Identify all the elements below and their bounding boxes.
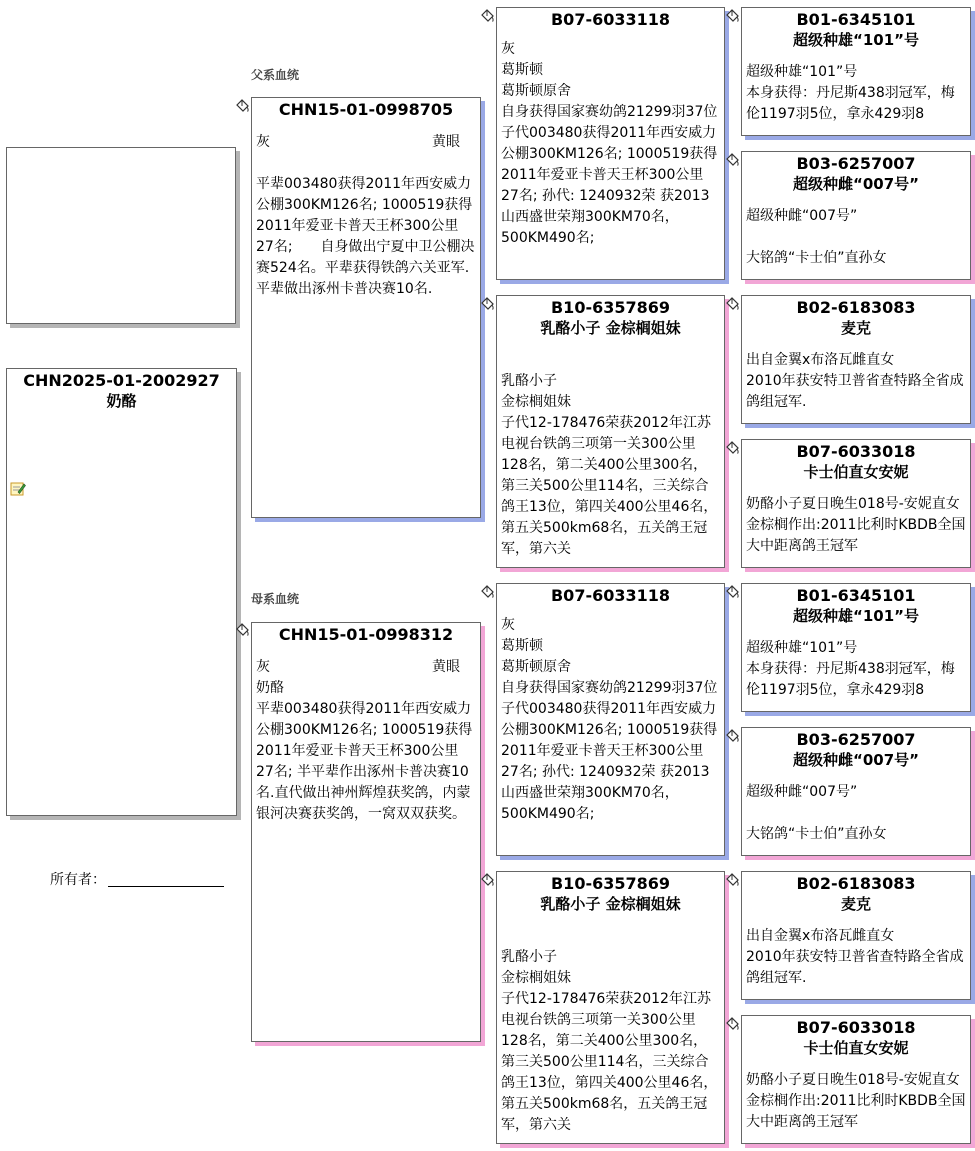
edit-note-icon[interactable] [10, 481, 26, 496]
dam-sire-line: 葛斯顿原舍 [501, 659, 571, 675]
paint-bucket-icon[interactable] [724, 8, 740, 24]
dam-sire-line: 自身获得国家赛幼鸽21299羽37位 [501, 680, 718, 696]
dam-eye: 黄眼 [432, 659, 460, 675]
sire-dam-line: 乳酪小子 [501, 373, 557, 389]
ggp-line: 超级种雄“101”号 [746, 640, 858, 656]
dam-name: 奶酪 [256, 680, 284, 696]
sire-ring: CHN15-01-0998705 [278, 100, 454, 119]
ggp-ring: B01-6345101 [796, 10, 916, 29]
dam-notes: 平辈003480获得2011年西安威力公棚300KM126名; 1000519获得2011年爱亚卡普天王杯300公里27名; 半平辈作出涿州卡普决赛10名.直代做出神州辉煌获奖鸽，内蒙银河决赛获奖鸽，一窝双双获奖。 [256, 701, 473, 822]
paint-bucket-icon[interactable] [724, 872, 740, 888]
ggp-name: 超级种雄“101”号 [792, 607, 920, 625]
paint-bucket-icon[interactable] [724, 1016, 740, 1032]
paint-bucket-icon[interactable] [234, 622, 250, 638]
ggp-line: 超级种雌“007号” [746, 784, 858, 800]
ggp-line: 出自金翼x布洛瓦雌直女 [746, 928, 895, 944]
paint-bucket-icon[interactable] [724, 296, 740, 312]
ggp-name: 超级种雌“007号” [792, 175, 920, 193]
sire-dam-card [496, 295, 725, 568]
ggp-name: 超级种雌“007号” [792, 751, 920, 769]
paint-bucket-icon[interactable] [724, 440, 740, 456]
ggp-line: 大铭鸽“卡士伯”直孙女 [746, 826, 887, 842]
ggp-line: 奶酪小子夏日晚生018号-安妮直女金棕榈作出:2011比利时KBDB全国大中距离鸽王冠军 [746, 1072, 966, 1130]
owner-field [50, 869, 224, 889]
ggp-card-2 [741, 151, 971, 280]
sire-line-label: 父系血统 [251, 68, 300, 82]
ggp-line: 超级种雌“007号” [746, 208, 858, 224]
ggp-ring: B03-6257007 [796, 730, 916, 749]
sire-dam-line: 金棕榈姐妹 [501, 394, 571, 410]
sire-dam-line [501, 350, 720, 371]
owner-line [108, 872, 224, 887]
dam-dam-card [496, 871, 725, 1144]
ggp-card-6 [741, 727, 971, 856]
ggp-card-1 [741, 7, 971, 136]
sire-sire-line: 葛斯顿原舍 [501, 83, 571, 99]
paint-bucket-icon[interactable] [479, 584, 495, 600]
dam-color: 灰 [256, 659, 270, 675]
ggp-name: 卡士伯直女安妮 [803, 1039, 909, 1057]
subject-ring: CHN2025-01-2002927 [23, 371, 220, 390]
sire-dam-name: 乳酪小子 金棕榈姐妹 [540, 319, 681, 337]
dam-dam-line: 乳酪小子 [501, 949, 557, 965]
ggp-line: 本身获得：丹尼斯438羽冠军，梅伦1197羽5位，拿永429羽8 [746, 85, 955, 122]
paint-bucket-icon[interactable] [724, 584, 740, 600]
sire-sire-card [496, 7, 725, 280]
dam-sire-ring: B07-6033118 [550, 586, 671, 605]
sire-sire-line: 自身获得国家赛幼鸽21299羽37位 [501, 104, 718, 120]
dam-dam-name: 乳酪小子 金棕榈姐妹 [540, 895, 681, 913]
dam-sire-line: 灰 [501, 617, 515, 633]
ggp-line [746, 803, 966, 824]
sire-dam-ring: B10-6357869 [550, 298, 671, 317]
paint-bucket-icon[interactable] [479, 872, 495, 888]
sire-card [251, 97, 481, 518]
sire-notes: 平辈003480获得2011年西安威力公棚300KM126名; 1000519获得2011年爱亚卡普天王杯300公里27名; 自身做出宁夏中卫公棚决赛524名。平辈获得铁鸽六关亚军. 平辈做出涿州卡普决赛10名. [256, 176, 475, 297]
paint-bucket-icon[interactable] [479, 296, 495, 312]
ggp-name: 卡士伯直女安妮 [803, 463, 909, 481]
ggp-line: 出自金翼x布洛瓦雌直女 [746, 352, 895, 368]
sire-sire-line: 葛斯顿 [501, 62, 543, 78]
sire-sire-line: 子代003480获得2011年西安威力公棚300KM126名; 1000519获得2011年爱亚卡普天王杯300公里27名; 孙代: 1240932荣 获2013山西盛世荣翔300KM70名，500KM490名; [501, 125, 718, 246]
ggp-ring: B02-6183083 [796, 298, 916, 317]
ggp-name: 超级种雄“101”号 [792, 31, 920, 49]
dam-dam-ring: B10-6357869 [550, 874, 671, 893]
ggp-ring: B07-6033018 [796, 442, 916, 461]
ggp-name: 麦克 [840, 895, 871, 913]
ggp-card-5 [741, 583, 971, 712]
dam-line-label: 母系血统 [251, 592, 300, 606]
dam-ring: CHN15-01-0998312 [278, 625, 454, 644]
ggp-ring: B07-6033018 [796, 1018, 916, 1037]
ggp-line: 2010年获安特卫普省查特路全省成鸽组冠军. [746, 949, 964, 986]
subject-photo-box [6, 147, 236, 324]
subject-card [6, 368, 237, 816]
ggp-line: 奶酪小子夏日晚生018号-安妮直女金棕榈作出:2011比利时KBDB全国大中距离鸽王冠军 [746, 496, 966, 554]
ggp-ring: B01-6345101 [796, 586, 916, 605]
ggp-line: 2010年获安特卫普省查特路全省成鸽组冠军. [746, 373, 964, 410]
ggp-line: 超级种雄“101”号 [746, 64, 858, 80]
paint-bucket-icon[interactable] [724, 728, 740, 744]
ggp-card-8 [741, 1015, 971, 1144]
dam-sire-card [496, 583, 725, 856]
dam-dam-line: 子代12-178476荣获2012年江苏电视台铁鸽三项第一关300公里128名，第二关400公里300名，第三关500公里114名，三关综合鸽王13位，第四关400公里46名，第五关500km68名，五关鸽王冠军，第六关 [501, 991, 718, 1133]
paint-bucket-icon[interactable] [479, 8, 495, 24]
sire-sire-ring: B07-6033118 [550, 10, 671, 29]
ggp-line: 本身获得：丹尼斯438羽冠军，梅伦1197羽5位，拿永429羽8 [746, 661, 955, 698]
ggp-ring: B02-6183083 [796, 874, 916, 893]
ggp-line: 大铭鸽“卡士伯”直孙女 [746, 250, 887, 266]
dam-sire-line: 葛斯顿 [501, 638, 543, 654]
paint-bucket-icon[interactable] [234, 98, 250, 114]
sire-eye: 黄眼 [432, 134, 460, 150]
dam-dam-line [501, 926, 720, 947]
subject-name: 奶酪 [106, 392, 137, 410]
ggp-card-7 [741, 871, 971, 1000]
dam-card [251, 622, 481, 1042]
ggp-line [746, 227, 966, 248]
sire-sire-line: 灰 [501, 41, 515, 57]
dam-dam-line: 金棕榈姐妹 [501, 970, 571, 986]
sire-dam-line: 子代12-178476荣获2012年江苏电视台铁鸽三项第一关300公里128名，第二关400公里300名，第三关500公里114名，三关综合鸽王13位，第四关400公里46名，第五关500km68名，五关鸽王冠军，第六关 [501, 415, 718, 557]
ggp-name: 麦克 [840, 319, 871, 337]
ggp-card-4 [741, 439, 971, 568]
ggp-card-3 [741, 295, 971, 424]
paint-bucket-icon[interactable] [724, 152, 740, 168]
sire-name [256, 153, 476, 174]
dam-sire-line: 子代003480获得2011年西安威力公棚300KM126名; 1000519获得2011年爱亚卡普天王杯300公里27名; 孙代: 1240932荣 获2013山西盛世荣翔300KM70名，500KM490名; [501, 701, 718, 822]
sire-color: 灰 [256, 134, 270, 150]
ggp-ring: B03-6257007 [796, 154, 916, 173]
owner-label: 所有者： [50, 872, 106, 888]
